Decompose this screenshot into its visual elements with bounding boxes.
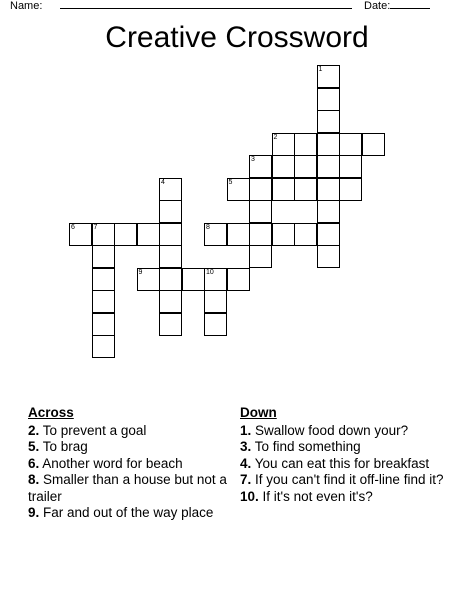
across-heading: Across	[28, 405, 74, 420]
crossword-cell[interactable]	[339, 133, 362, 156]
cell-number: 7	[93, 223, 98, 231]
down-clue	[240, 439, 455, 456]
clue-number: 3.	[240, 439, 252, 454]
crossword-cell[interactable]	[159, 313, 182, 336]
crossword-cell[interactable]	[272, 133, 295, 156]
clue-text: To prevent a goal	[42, 422, 147, 438]
clue-text: Another word for beach	[42, 455, 183, 471]
crossword-cell[interactable]	[92, 223, 115, 246]
across-clue	[28, 472, 228, 505]
across-clue	[28, 423, 228, 440]
crossword-cell[interactable]	[182, 268, 205, 291]
crossword-cell[interactable]	[137, 223, 160, 246]
crossword-cell[interactable]	[317, 88, 340, 111]
crossword-cell[interactable]	[294, 155, 317, 178]
crossword-cell[interactable]	[249, 178, 272, 201]
clue-text: To find something	[254, 439, 361, 454]
crossword-cell[interactable]	[317, 223, 340, 246]
crossword-cell[interactable]	[317, 245, 340, 268]
clue-number: 10.	[240, 488, 259, 504]
crossword-cell[interactable]	[272, 223, 295, 246]
clue-number: 7.	[240, 472, 252, 487]
clue-text: Far and out of the way place	[43, 505, 214, 520]
clue-text: If you can't find it off-line find it?	[255, 472, 444, 487]
crossword-cell[interactable]	[317, 155, 340, 178]
across-clue	[28, 439, 228, 456]
crossword-cell[interactable]	[159, 178, 182, 201]
crossword-cell[interactable]	[92, 313, 115, 336]
crossword-cell[interactable]	[227, 178, 250, 201]
across-clue	[28, 456, 228, 473]
crossword-cell[interactable]	[249, 245, 272, 268]
clue-number: 6.	[28, 455, 40, 471]
crossword-cell[interactable]	[249, 223, 272, 246]
crossword-cell[interactable]	[204, 313, 227, 336]
crossword-cell[interactable]	[204, 223, 227, 246]
cell-number: 6	[71, 223, 75, 231]
crossword-cell[interactable]	[362, 133, 385, 156]
crossword-cell[interactable]	[159, 290, 182, 313]
cell-number: 4	[161, 178, 165, 186]
crossword-cell[interactable]	[317, 200, 340, 223]
crossword-cell[interactable]	[294, 223, 317, 246]
crossword-cell[interactable]	[317, 133, 340, 156]
down-clue	[240, 472, 455, 489]
page-title: Creative Crossword	[105, 21, 369, 54]
clue-number: 9.	[28, 505, 40, 520]
clue-number: 8.	[28, 472, 40, 487]
crossword-cell[interactable]	[272, 155, 295, 178]
clue-text: Swallow food down your?	[255, 422, 409, 438]
down-heading: Down	[240, 405, 277, 420]
cell-number: 8	[206, 223, 210, 231]
crossword-cell[interactable]	[69, 223, 92, 246]
cell-number: 2	[273, 133, 278, 141]
crossword-cell[interactable]	[114, 223, 137, 246]
crossword-cell[interactable]	[227, 268, 250, 291]
clue-number: 2.	[28, 422, 40, 438]
crossword-cell[interactable]	[92, 290, 115, 313]
across-clues	[28, 405, 228, 522]
clue-text: You can eat this for breakfast	[254, 455, 430, 471]
name-label: Name:	[10, 0, 43, 12]
across-clue-list	[28, 423, 228, 522]
crossword-cell[interactable]	[227, 223, 250, 246]
crossword-cell[interactable]	[317, 110, 340, 133]
clue-text: Smaller than a house but not a trailer	[28, 472, 227, 504]
crossword-cell[interactable]	[92, 245, 115, 268]
crossword-cell[interactable]	[159, 268, 182, 291]
clue-number: 1.	[240, 422, 252, 438]
down-clue	[240, 489, 455, 506]
down-clue-list	[240, 423, 455, 506]
crossword-cell[interactable]	[249, 200, 272, 223]
crossword-cell[interactable]	[317, 178, 340, 201]
crossword-cell[interactable]	[159, 245, 182, 268]
crossword-cell[interactable]	[339, 155, 362, 178]
cell-number: 10	[206, 268, 214, 276]
crossword-cell[interactable]	[249, 155, 272, 178]
crossword-cell[interactable]	[294, 133, 317, 156]
clue-number: 4.	[240, 455, 252, 471]
clue-text: To brag	[42, 439, 88, 454]
cell-number: 1	[318, 66, 323, 73]
down-clues	[240, 405, 455, 505]
crossword-cell[interactable]	[294, 178, 317, 201]
cell-number: 5	[228, 178, 233, 186]
crossword-cell[interactable]	[92, 335, 115, 358]
crossword-cell[interactable]	[137, 268, 160, 291]
down-clue	[240, 456, 455, 473]
crossword-cell[interactable]	[339, 178, 362, 201]
across-clue	[28, 505, 228, 522]
clue-number: 5.	[28, 439, 40, 454]
crossword-cell[interactable]	[317, 65, 340, 88]
down-clue	[240, 423, 455, 440]
crossword-cell[interactable]	[159, 223, 182, 246]
crossword-cell[interactable]	[159, 200, 182, 223]
crossword-cell[interactable]	[272, 178, 295, 201]
crossword-cell[interactable]	[92, 268, 115, 291]
crossword-cell[interactable]	[204, 268, 227, 291]
cell-number: 3	[251, 156, 255, 163]
cell-number: 9	[138, 268, 143, 276]
date-label: Date:	[364, 0, 391, 12]
clue-text: If it's not even it's?	[262, 488, 373, 504]
crossword-cell[interactable]	[204, 290, 227, 313]
